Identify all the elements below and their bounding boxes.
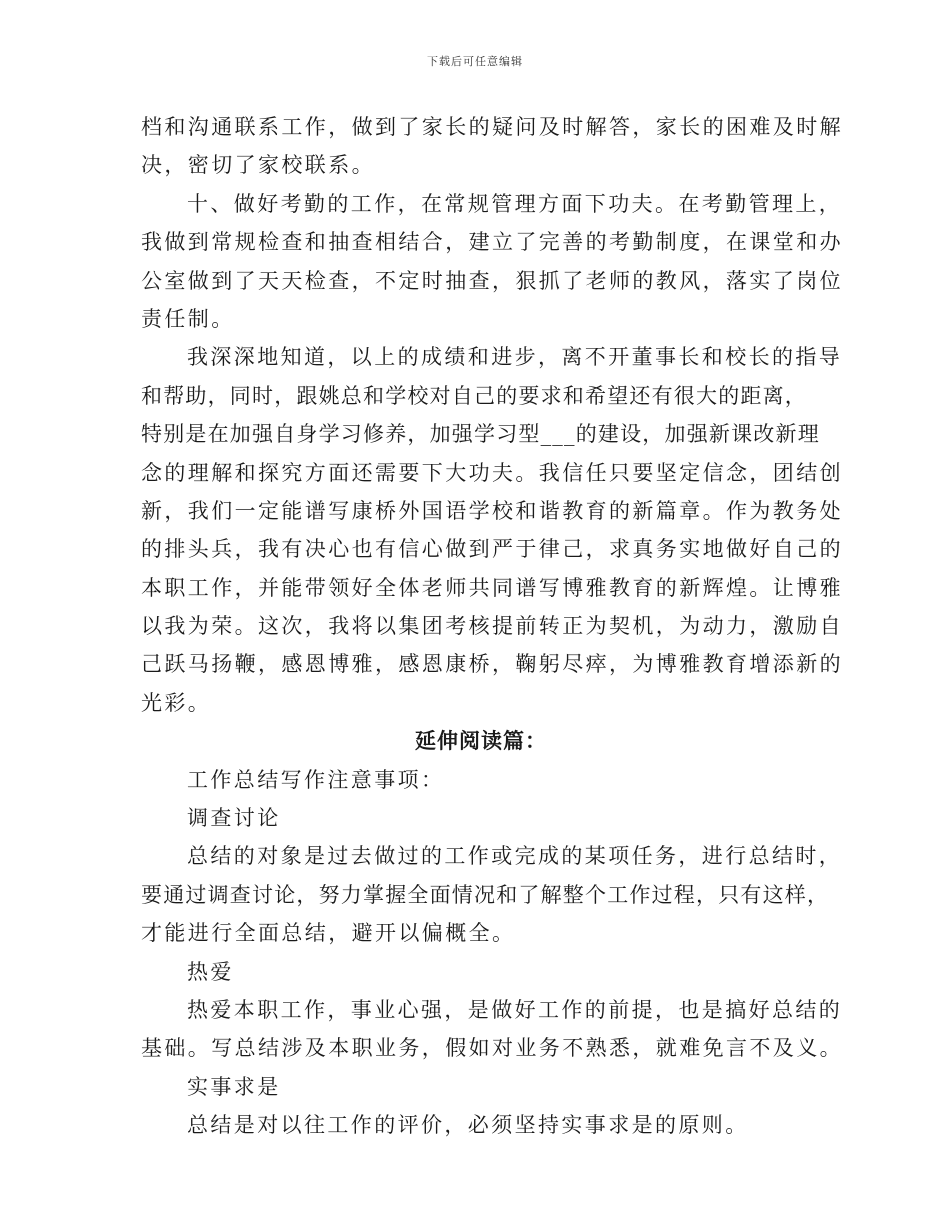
paragraph-line: 才能进行全面总结，避开以偏概全。 [141,921,516,946]
subheading: 热爱 [187,959,234,984]
document-body [141,108,843,1145]
paragraph-line: 热爱本职工作，事业心强，是做好工作的前提，也是搞好总结的 [187,997,843,1022]
paragraph-line: 念的理解和探究方面还需要下大功夫。我信任只要坚定信念，团结创 [141,460,843,485]
paragraph-line: 公室做到了天天检查，不定时抽查，狠抓了老师的教风，落实了岗位 [141,268,843,293]
paragraph-line: 光彩。 [141,690,212,715]
paragraph-line: 我做到常规检查和抽查相结合，建立了完善的考勤制度，在课堂和办 [141,230,843,255]
paragraph-line: 特别是在加强自身学习修养，加强学习型___的建设，加强新课改新理 [141,422,820,447]
paragraph-line: 决，密切了家校联系。 [141,153,375,178]
paragraph-line: 我深深地知道，以上的成绩和进步，离不开董事长和校长的指导 [187,345,843,370]
paragraph-line: 工作总结写作注意事项： [187,767,445,792]
paragraph-line: 己跃马扬鞭，感恩博雅，感恩康桥，鞠躬尽瘁，为博雅教育增添新的 [141,652,843,677]
paragraph-line: 总结是对以往工作的评价，必须坚持实事求是的原则。 [187,1113,749,1138]
paragraph-line: 以我为荣。这次，我将以集团考核提前转正为契机，为动力，激励自 [141,614,843,639]
paragraph-line: 新，我们一定能谱写康桥外国语学校和谐教育的新篇章。作为教务处 [141,498,843,523]
paragraph-line: 要通过调查讨论，努力掌握全面情况和了解整个工作过程，只有这样， [141,882,830,907]
paragraph-line: 基础。写总结涉及本职业务，假如对业务不熟悉，就难免言不及义。 [141,1036,843,1061]
section-heading: 延伸阅读篇： [415,729,547,754]
paragraph-line: 本职工作，并能带领好全体老师共同谱写博雅教育的新辉煌。让博雅 [141,575,843,600]
paragraph-line: 十、做好考勤的工作，在常规管理方面下功夫。在考勤管理上， [187,191,843,216]
paragraph-line: 档和沟通联系工作，做到了家长的疑问及时解答，家长的困难及时解 [141,115,843,139]
paragraph-line: 责任制。 [141,306,235,331]
subheading: 调查讨论 [187,806,281,831]
paragraph-line: 总结的对象是过去做过的工作或完成的某项任务，进行总结时， [187,844,843,869]
subheading: 实事求是 [187,1074,281,1099]
page-header: 下载后可任意编辑 [427,55,523,68]
paragraph-line: 和帮助，同时，跟姚总和学校对自己的要求和希望还有很大的距离， [141,383,807,408]
paragraph-line: 的排头兵，我有决心也有信心做到严于律己，求真务实地做好自己的 [141,537,843,562]
